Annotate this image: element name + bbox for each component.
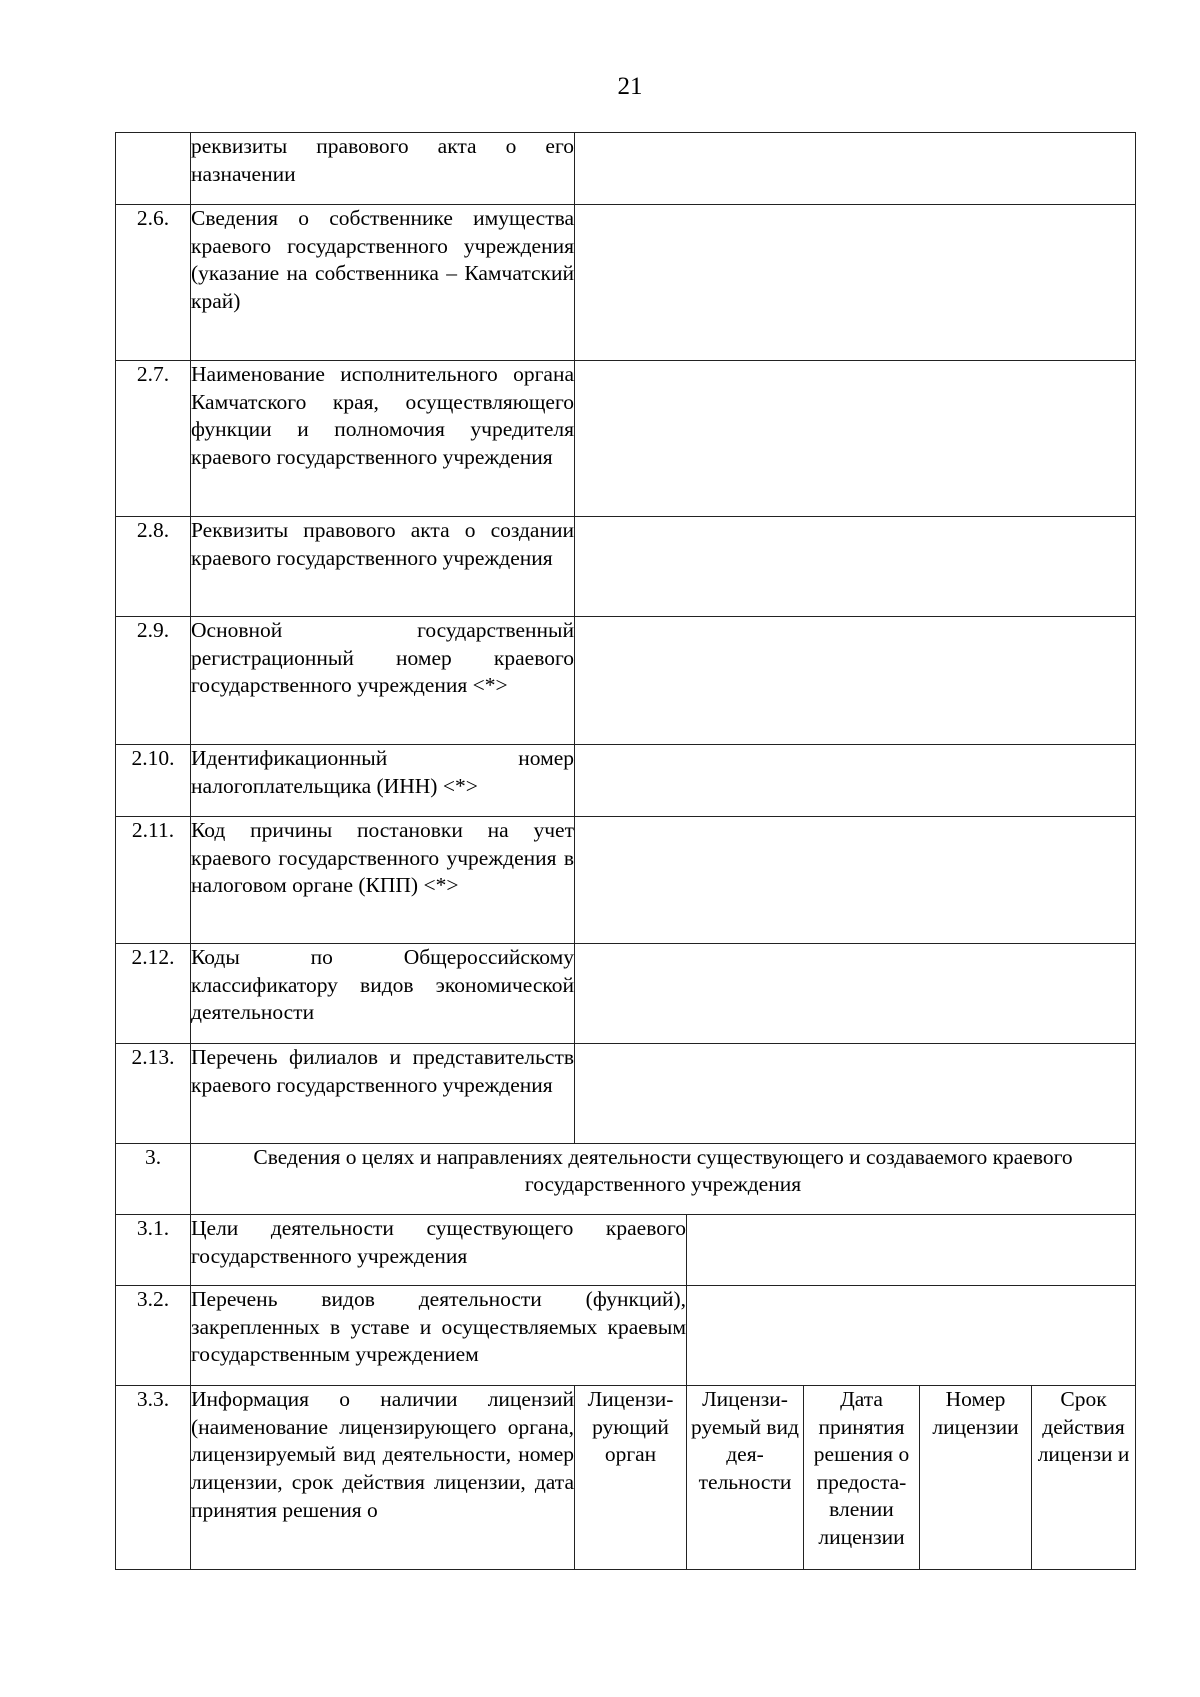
row-value-cell[interactable] xyxy=(575,817,1136,944)
row-value-cell[interactable] xyxy=(575,361,1136,517)
table-row xyxy=(116,1286,1136,1386)
row-description: Основной государственный регистрационный номер краевого государственного учреждения <*> xyxy=(191,617,575,745)
page-number: 21 xyxy=(617,73,643,100)
license-activity-header: Лицензи-руемый вид дея-тельности xyxy=(687,1386,804,1570)
row-description: Перечень филиалов и представительств краевого государственного учреждения xyxy=(191,1044,575,1144)
row-number: 2.10. xyxy=(116,745,191,817)
row-value-cell[interactable] xyxy=(575,745,1136,817)
row-number: 2.6. xyxy=(116,205,191,361)
row-value-cell[interactable] xyxy=(575,205,1136,361)
table-row xyxy=(116,517,1136,617)
section-header-row xyxy=(116,1144,1136,1215)
row-value-cell[interactable] xyxy=(575,133,1136,205)
row-description: Код причины постановки на учет краевого государственного учреждения в налоговом органе (КПП) <*> xyxy=(191,817,575,944)
section-number: 3. xyxy=(116,1144,191,1215)
row-description: Коды по Общероссийскому классификатору видов экономической деятельности xyxy=(191,944,575,1044)
section-title: Сведения о целях и направлениях деятельности существующего и создаваемого краевого государственного учреждения xyxy=(191,1144,1136,1215)
table-row xyxy=(116,944,1136,1044)
table-row xyxy=(116,361,1136,517)
row-number: 3.3. xyxy=(116,1386,191,1570)
row-value-cell[interactable] xyxy=(687,1286,1136,1386)
license-number-header: Номер лицензии xyxy=(920,1386,1032,1570)
row-number: 2.8. xyxy=(116,517,191,617)
row-number: 3.1. xyxy=(116,1215,191,1286)
row-description: Сведения о собственнике имущества краевого государственного учреждения (указание на собственника – Камчатский край) xyxy=(191,205,575,361)
row-number: 2.13. xyxy=(116,1044,191,1144)
row-number: 2.7. xyxy=(116,361,191,517)
row-description: Наименование исполнительного органа Камчатского края, осуществляющего функции и полномочия учредителя краевого государственного учреждения xyxy=(191,361,575,517)
row-number: 2.12. xyxy=(116,944,191,1044)
licenses-row xyxy=(116,1386,1136,1570)
institution-info-table xyxy=(115,132,1136,1570)
row-number: 2.11. xyxy=(116,817,191,944)
row-number: 3.2. xyxy=(116,1286,191,1386)
row-description: Реквизиты правового акта о создании краевого государственного учреждения xyxy=(191,517,575,617)
table-row xyxy=(116,1044,1136,1144)
table-row xyxy=(116,745,1136,817)
row-description: Перечень видов деятельности (функций), закрепленных в уставе и осуществляемых краевым государственным учреждением xyxy=(191,1286,687,1386)
row-description: реквизиты правового акта о его назначении xyxy=(191,133,575,205)
table-row xyxy=(116,133,1136,205)
table-row xyxy=(116,1215,1136,1286)
row-value-cell[interactable] xyxy=(687,1215,1136,1286)
table-row xyxy=(116,205,1136,361)
table-row xyxy=(116,617,1136,745)
row-number xyxy=(116,133,191,205)
license-term-header: Срок действия лицензи и xyxy=(1032,1386,1136,1570)
row-value-cell[interactable] xyxy=(575,1044,1136,1144)
row-description: Цели деятельности существующего краевого государственного учреждения xyxy=(191,1215,687,1286)
row-description: Идентификационный номер налогоплательщика (ИНН) <*> xyxy=(191,745,575,817)
row-number: 2.9. xyxy=(116,617,191,745)
row-value-cell[interactable] xyxy=(575,944,1136,1044)
row-value-cell[interactable] xyxy=(575,617,1136,745)
row-description: Информация о наличии лицензий (наименование лицензирующего органа, лицензируемый вид деятельности, номер лицензии, срок действия лицензии, дата принятия решения о xyxy=(191,1386,575,1570)
license-decision-date-header: Дата принятия решения о предоста-влении лицензии xyxy=(804,1386,920,1570)
license-issuer-header: Лицензи-рующий орган xyxy=(575,1386,687,1570)
row-value-cell[interactable] xyxy=(575,517,1136,617)
table-row xyxy=(116,817,1136,944)
